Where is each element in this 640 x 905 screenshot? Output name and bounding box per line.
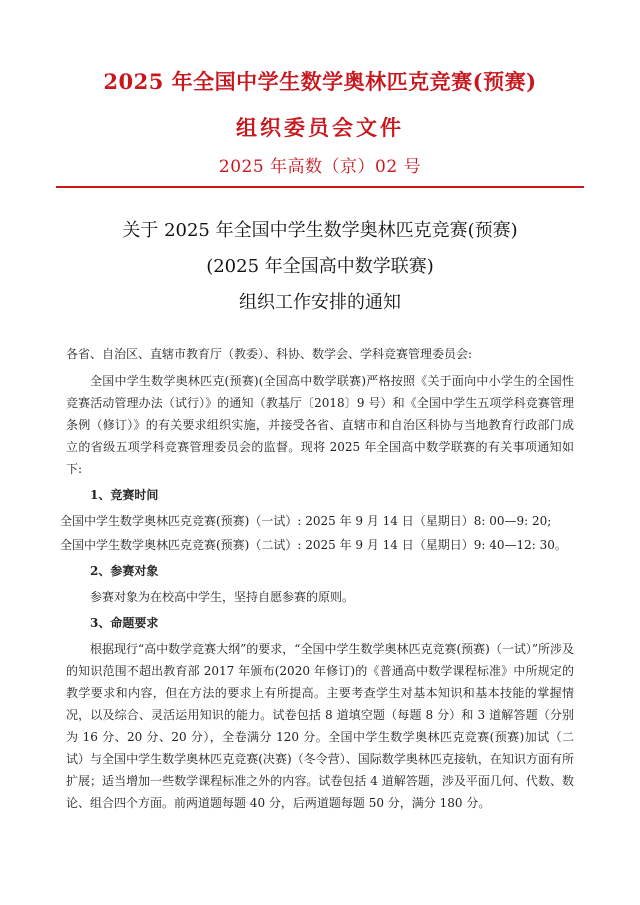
red-divider-line [56,186,584,188]
notice-body [60,343,574,814]
schedule-item-round2: 全国中学生数学奥林匹克竞赛(预赛)（二试）: 2025 年 9 月 14 日（星期日）9: 40—12: 30。 [60,538,567,552]
schedule-item-round1: 全国中学生数学奥林匹克竞赛(预赛)（一试）: 2025 年 9 月 14 日（星期日）8: 00—9: 20; [60,514,552,528]
doc-number: 2025 年高数（京）02 号 [218,157,422,177]
requirements-paragraph: 根据现行“高中数学竞赛大纲”的要求，“全国中学生数学奥林匹克竞赛(预赛)（一试）”所涉及的知识范围不超出教育部 2017 年颁布(2020 年修订)的《普通高中数学课程标准》中所规定的教学要求和内容，但在方法的要求上有所提高。主要考查学生对基本知识和基本技能的掌握情况，以及综合、灵活运用知识的能力。试卷包括 8 道填空题（每题 8 分）和 3 道解答题（分别为 16 分、20 分、20 分），全卷满分 120 分。全国中学生数学奥林匹克竞赛(预赛)加试（二试）与全国中学生数学奥林匹克竞赛(决赛)（冬令营）、国际数学奥林匹克接轨，在知识方面有所扩展；适当增加一些数学课程标准之外的内容。试卷包括 4 道解答题，涉及平面几何、代数、数论、组合四个方面。前两道题每题 40 分，后两道题每题 50 分，满分 180 分。 [66,642,574,810]
notice-title-line2: (2025 年全国高中数学联赛) [206,256,434,277]
header-org-name: 2025 年全国中学生数学奥林匹克竞赛(预赛) [103,69,537,94]
notice-title-line3: 组织工作安排的通知 [239,292,401,313]
intro-paragraph: 全国中学生数学奥林匹克(预赛)(全国高中数学联赛)严格按照《关于面向中小学生的全国性竞赛活动管理办法（试行）》的通知（教基厅〔2018〕9 号）和《全国中学生五项学科竞赛管理条例（修订）》的有关要求组织实施，并接受各省、直辖市和自治区科协与当地教育行政部门成立的省级五项学科竞赛管理委员会的监督。现将 2025 年全国高中数学联赛的有关事项通知如下: [66,374,574,476]
notice-title-line1: 关于 2025 年全国中学生数学奥林匹克竞赛(预赛) [122,220,518,241]
participants-paragraph: 参赛对象为在校高中学生，坚持自愿参赛的原则。 [90,590,355,604]
header-doc-type: 组织委员会文件 [236,115,404,140]
section-heading-requirements: 3、命题要求 [90,616,159,630]
section-heading-time: 1、竞赛时间 [90,488,159,502]
salutation: 各省、自治区、直辖市教育厅（教委）、科协、数学会、学科竞赛管理委员会: [66,347,473,361]
section-heading-participants: 2、参赛对象 [90,564,159,578]
